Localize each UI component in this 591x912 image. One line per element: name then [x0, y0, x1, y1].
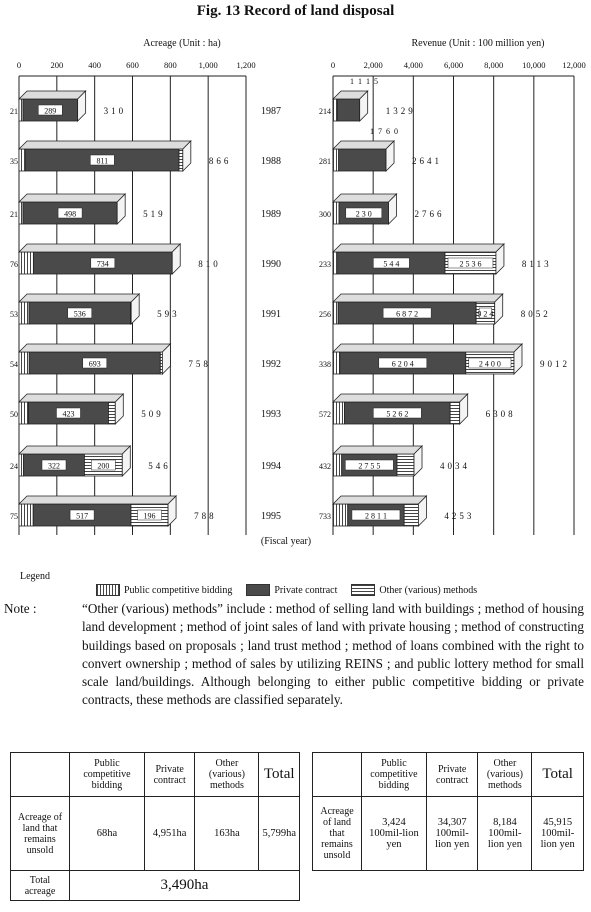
public-segment — [333, 504, 348, 526]
header-public: Public competitive bidding — [70, 753, 145, 797]
year-label: 1992 — [261, 359, 281, 370]
year-label: 1994 — [261, 461, 281, 472]
public-value-label: 50 — [10, 410, 18, 419]
data-label: 9 2 4 — [477, 309, 494, 319]
other-segment — [108, 402, 115, 424]
data-label: 498 — [64, 209, 77, 219]
total-label: 810 — [198, 259, 221, 269]
public-swatch — [96, 584, 120, 596]
public-value-label: 24 — [10, 462, 18, 471]
public-value-label: 76 — [10, 260, 18, 269]
private-segment — [339, 149, 386, 171]
public-segment — [19, 454, 24, 476]
total-label: 4253 — [444, 511, 475, 521]
fiscal-year-label: (Fiscal year) — [260, 536, 312, 547]
legend-item-private — [246, 584, 337, 596]
public-value-label: 21 — [10, 210, 18, 219]
public-value-label: 733 — [319, 512, 331, 521]
public-value-label: 75 — [10, 512, 18, 521]
bar-top-face — [333, 194, 397, 202]
public-value-label: 256 — [319, 310, 331, 319]
total-label: 2641 — [412, 156, 443, 166]
cell-private: 4,951ha — [144, 797, 195, 871]
tick-label: 6,000 — [443, 60, 464, 70]
other-swatch — [351, 584, 375, 596]
total-acreage-label: Total acreage — [11, 871, 70, 901]
cell-total: 5,799ha — [259, 797, 300, 871]
data-label: 2 4 0 0 — [478, 359, 501, 369]
table-row — [11, 871, 300, 901]
public-value-label: 281 — [319, 157, 331, 166]
unsold-revenue-table — [312, 752, 584, 871]
total-label: 593 — [157, 309, 180, 319]
year-label: 1991 — [261, 309, 281, 320]
tick-label: 600 — [126, 60, 139, 70]
other-segment — [397, 454, 414, 476]
tick-label: 0 — [330, 60, 336, 70]
tick-label: 12,000 — [562, 60, 586, 70]
data-label: 536 — [73, 309, 86, 319]
public-segment — [19, 202, 23, 224]
header-other: Other (various) methods — [478, 753, 532, 797]
year-label: 1990 — [261, 259, 281, 270]
data-label: 734 — [96, 259, 109, 269]
data-label: 322 — [47, 461, 60, 471]
bar-top-face — [19, 194, 125, 202]
bar-top-face — [19, 344, 170, 352]
header-other: Other (various) methods — [195, 753, 259, 797]
public-segment — [19, 149, 26, 171]
public-segment — [333, 99, 337, 121]
legend-label-public: Public competitive bidding — [124, 584, 233, 596]
bar-top-face — [333, 394, 468, 402]
public-value-label: 21 — [10, 107, 18, 116]
data-label: 517 — [76, 511, 89, 521]
legend — [96, 584, 477, 596]
year-label: 1989 — [261, 209, 281, 220]
bar-top-face — [19, 394, 123, 402]
legend-item-other — [351, 584, 477, 596]
bar-top-face — [333, 446, 422, 454]
cell-public: 3,424 100mil-lion yen — [362, 797, 427, 871]
header-total: Total — [532, 753, 584, 797]
cell-private: 34,307 100mil-lion yen — [426, 797, 478, 871]
public-segment — [333, 402, 344, 424]
total-label: 9012 — [539, 359, 570, 369]
data-label: 423 — [62, 409, 75, 419]
axis-title: Acreage (Unit : ha) — [143, 38, 221, 49]
total-label: 546 — [148, 461, 171, 471]
data-label: 811 — [96, 156, 109, 166]
bar-top-face — [19, 141, 191, 149]
year-label: 1995 — [261, 511, 281, 522]
row-label: Acreage of land that remains unsold — [313, 797, 362, 871]
data-label: 200 — [97, 461, 110, 471]
public-segment — [19, 99, 23, 121]
data-label: 5 4 4 — [383, 259, 400, 269]
bar-top-face — [333, 244, 504, 252]
table-row — [11, 797, 300, 871]
private-segment — [337, 99, 359, 121]
tick-label: 1,000 — [198, 60, 218, 70]
tick-label: 400 — [88, 60, 102, 70]
data-label: 6 2 0 4 — [391, 359, 414, 369]
data-label: 5 2 6 2 — [386, 409, 409, 419]
bar-top-face — [19, 496, 176, 504]
figure-title: Fig. 13 Record of land disposal — [196, 3, 395, 19]
public-value-label: 300 — [319, 210, 331, 219]
data-label: 2 5 3 6 — [459, 259, 482, 269]
total-label: 8052 — [520, 309, 551, 319]
public-segment — [19, 352, 29, 374]
public-segment — [333, 302, 338, 324]
public-value-label: 214 — [319, 107, 331, 116]
note — [4, 600, 584, 710]
header-total: Total — [259, 753, 300, 797]
data-label: 2 7 5 5 — [358, 461, 381, 471]
public-segment — [19, 302, 29, 324]
public-value-label: 432 — [319, 462, 331, 471]
unsold-acreage-table — [10, 752, 300, 901]
axis-title: Revenue (Unit : 100 million yen) — [411, 38, 545, 49]
other-segment — [450, 402, 460, 424]
total-label: 758 — [188, 359, 211, 369]
tick-label: 4,000 — [403, 60, 423, 70]
other-segment — [404, 504, 418, 526]
public-segment — [333, 352, 340, 374]
data-label: 693 — [88, 359, 101, 369]
public-value-label: 233 — [319, 260, 331, 269]
total-label: 4034 — [440, 461, 471, 471]
tick-label: 2,000 — [363, 60, 383, 70]
table-corner — [313, 753, 362, 797]
total-label: 788 — [194, 511, 217, 521]
bar-top-face — [333, 496, 426, 504]
public-value-label: 53 — [10, 310, 18, 319]
bar-top-face — [333, 141, 394, 149]
table-header-row — [313, 753, 584, 797]
tick-label: 200 — [50, 60, 64, 70]
data-label: 2 8 1 1 — [364, 511, 387, 521]
total-label: 8113 — [521, 259, 552, 269]
public-segment — [333, 252, 338, 274]
cell-public: 68ha — [70, 797, 145, 871]
legend-item-public — [96, 584, 232, 596]
bar-top-face — [333, 294, 503, 302]
bar-top-face — [19, 294, 139, 302]
legend-label-other: Other (various) methods — [379, 584, 478, 596]
header-public: Public competitive bidding — [362, 753, 427, 797]
private-swatch — [246, 584, 270, 596]
bar-top-face — [19, 91, 86, 99]
total-label: 310 — [103, 106, 127, 116]
year-label: 1993 — [261, 409, 281, 420]
public-value-label: 338 — [319, 360, 331, 369]
tick-label: 1,200 — [236, 60, 256, 70]
public-segment — [19, 504, 33, 526]
table-row — [313, 797, 584, 871]
year-label: 1987 — [261, 106, 281, 117]
total-acreage-value: 3,490ha — [70, 871, 300, 901]
public-segment — [19, 252, 33, 274]
public-segment — [333, 202, 339, 224]
total-label: 866 — [208, 156, 232, 166]
total-label: 519 — [143, 209, 166, 219]
cell-other: 163ha — [195, 797, 259, 871]
year-label: 1988 — [261, 156, 281, 167]
tick-label: 8,000 — [484, 60, 504, 70]
row-label: Acreage of land that remains unsold — [11, 797, 70, 871]
public-segment — [333, 454, 342, 476]
extra-label: 1 1 1 5 — [350, 77, 379, 86]
data-label: 2 3 0 — [355, 209, 372, 219]
note-label: Note : — [4, 601, 37, 616]
public-segment — [333, 149, 339, 171]
public-value-label: 54 — [10, 360, 18, 369]
total-label: 1329 — [385, 106, 416, 116]
bar-top-face — [19, 446, 130, 454]
table-header-row — [11, 753, 300, 797]
total-label: 509 — [141, 409, 164, 419]
bar-top-face — [333, 344, 522, 352]
public-value-label: 572 — [319, 410, 331, 419]
header-private: Private contract — [426, 753, 478, 797]
bar-top-face — [19, 244, 180, 252]
extra-label: 1 7 6 0 — [370, 127, 399, 136]
tick-label: 10,000 — [522, 60, 546, 70]
total-label: 6308 — [485, 409, 516, 419]
other-segment — [179, 149, 183, 171]
data-label: 196 — [143, 511, 156, 521]
table-corner — [11, 753, 70, 797]
header-private: Private contract — [144, 753, 195, 797]
tick-label: 800 — [163, 60, 177, 70]
legend-label-private: Private contract — [274, 584, 338, 596]
note-text: “Other (various) methods” include : method of selling land with buildings ; method of housing land development ; method of joint sales of land with private housing ; method of constructing buildings based on proposals ; land trust method ; method of loans combined with the right to convert ownership ; method of sales by utilizing REINS ; and public lottery method for small scale land/buildings. Although belonging to either public competitive bidding or private contracts, these methods are classified separately. — [82, 601, 584, 708]
total-label: 2766 — [414, 209, 445, 219]
legend-heading: Legend — [20, 571, 50, 582]
cell-other: 8,184 100mil-lion yen — [478, 797, 532, 871]
data-label: 289 — [44, 106, 57, 116]
data-label: 6 8 7 2 — [396, 309, 419, 319]
tick-label: 0 — [16, 60, 22, 70]
cell-total: 45,915 100mil-lion yen — [532, 797, 584, 871]
public-segment — [19, 402, 28, 424]
public-value-label: 35 — [10, 157, 18, 166]
